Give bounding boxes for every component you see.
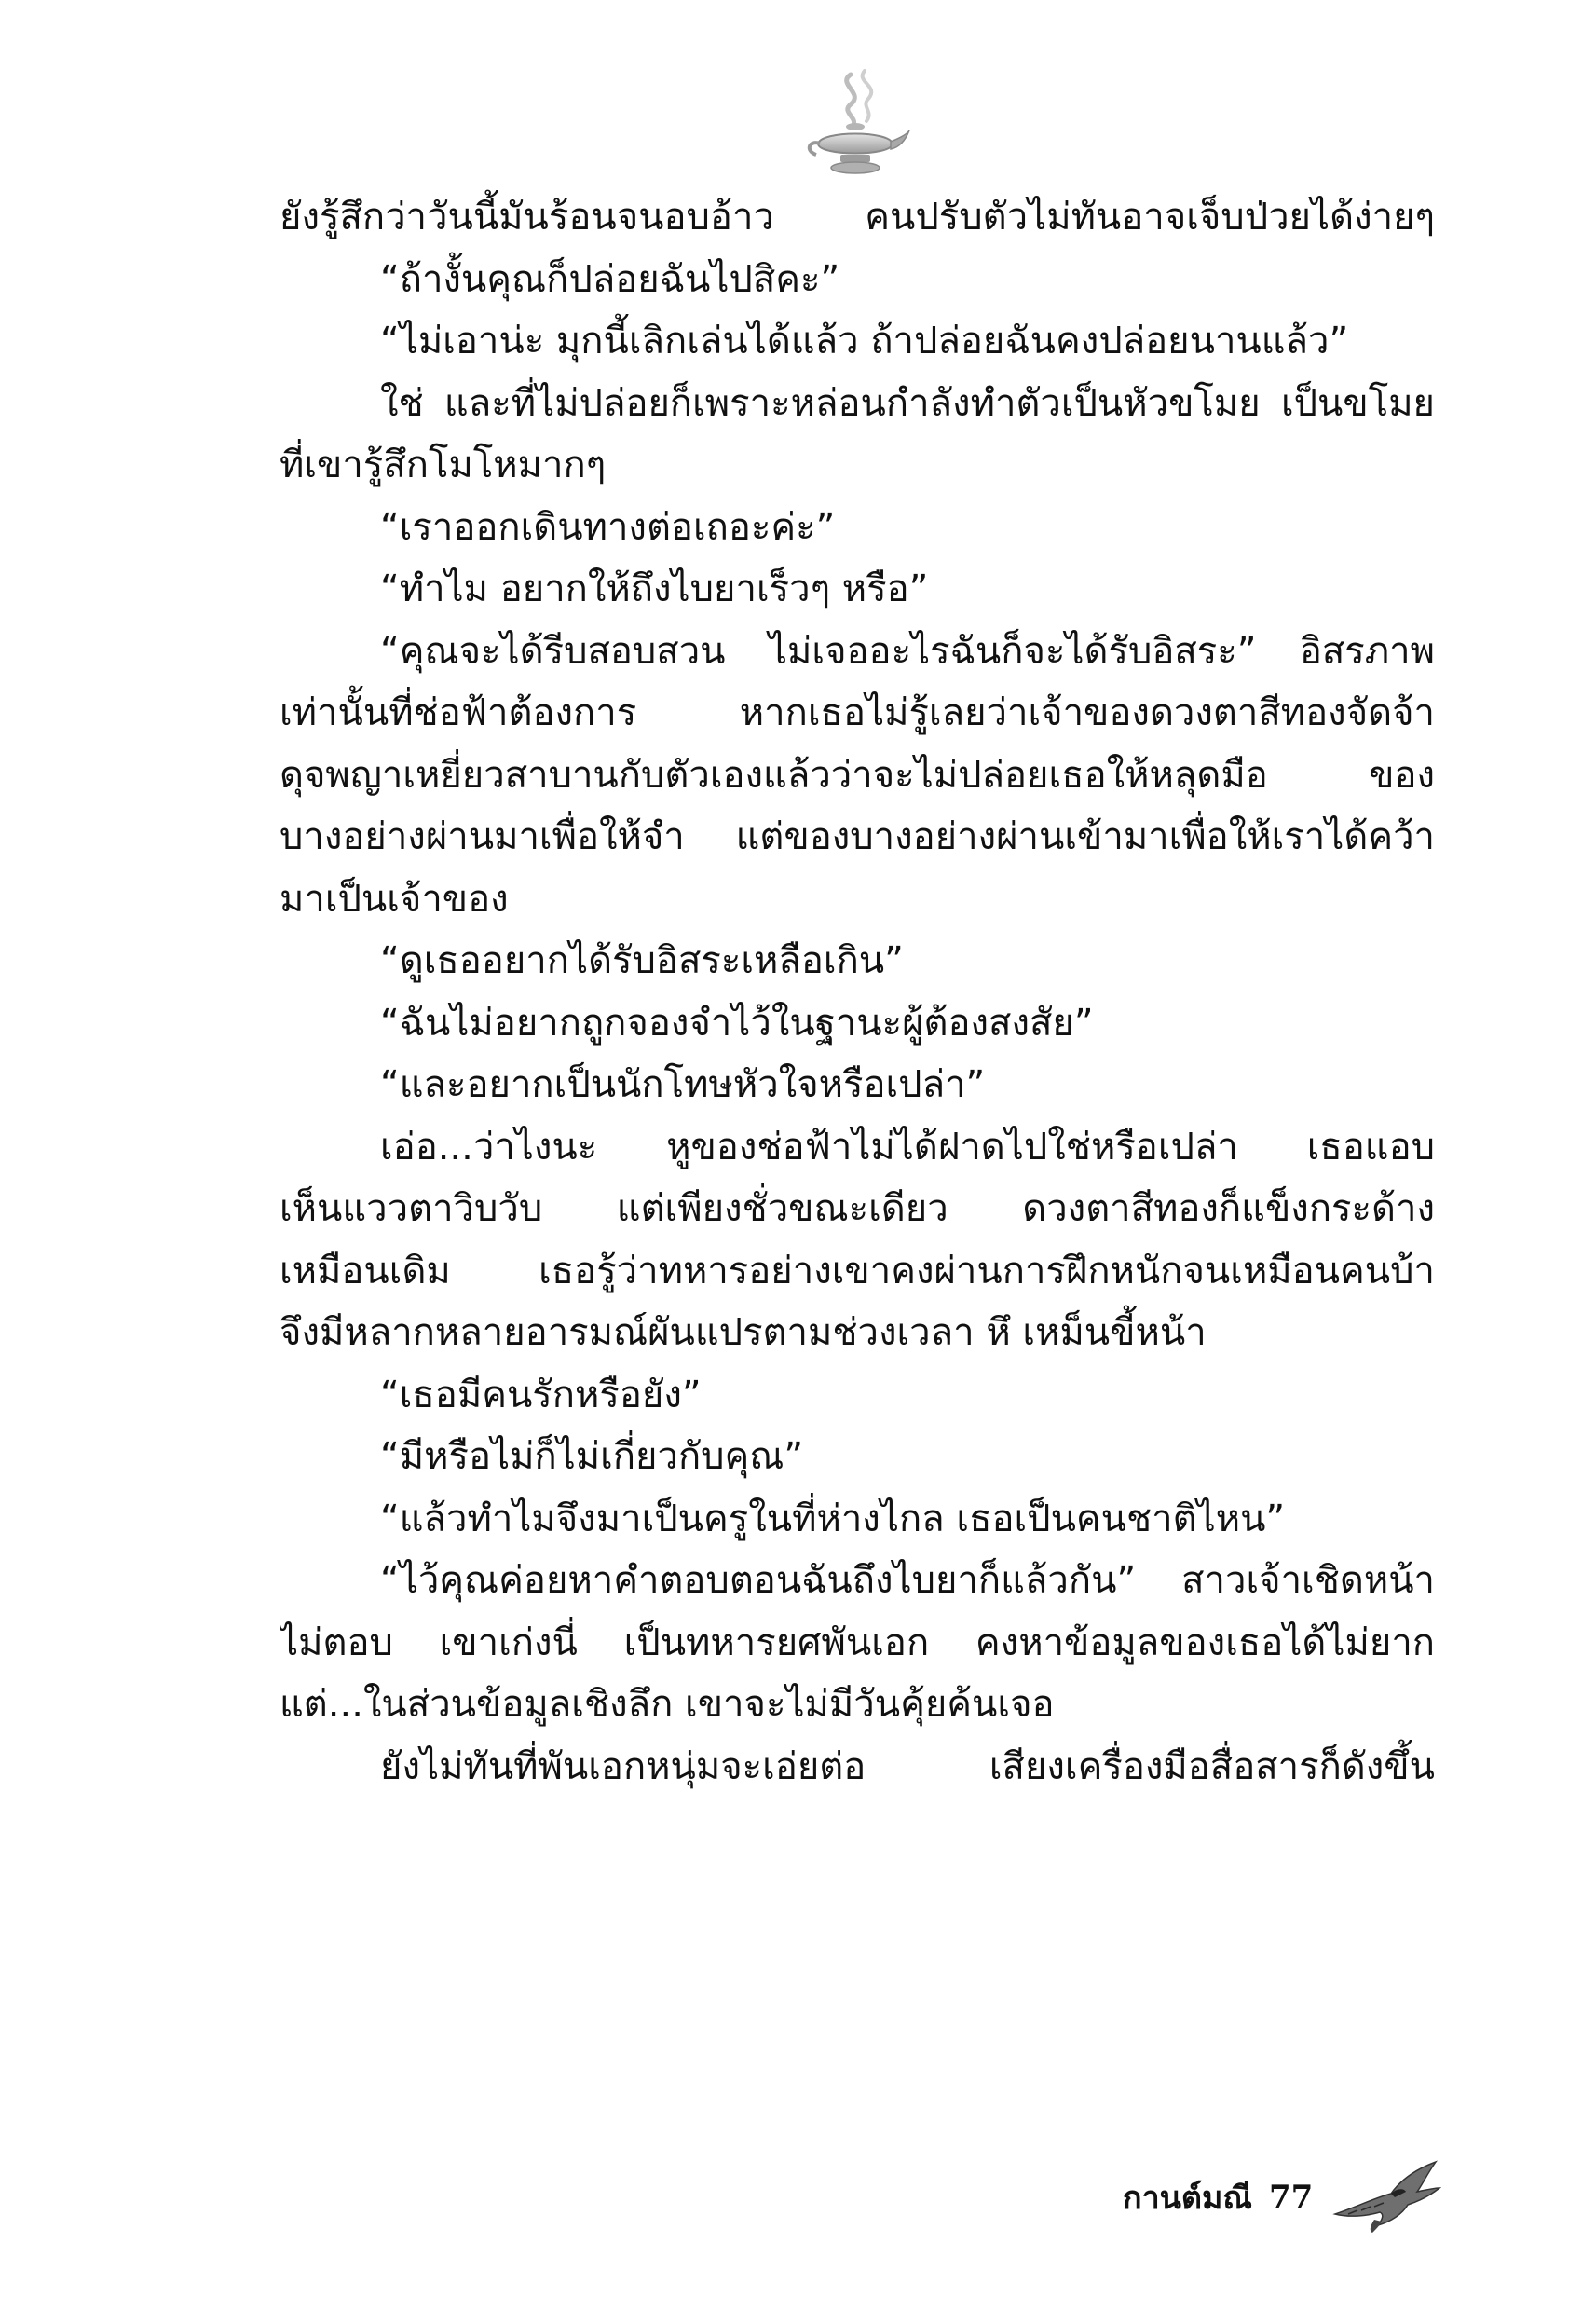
text-line: “เราออกเดินทางต่อเถอะค่ะ” [380,505,836,549]
text-line: “ทำไม อยากให้ถึงไบยาเร็วๆ หรือ” [380,567,929,610]
text-line: “ถ้างั้นคุณก็ปล่อยฉันไปสิคะ” [380,257,840,301]
text-line: บางอย่างผ่านมาเพื่อให้จำ แต่ของบางอย่างผ่านเข้ามาเพื่อให้เราได้คว้า [280,815,1435,858]
text-line: แต่...ในส่วนข้อมูลเชิงลึก เขาจะไม่มีวันคุ้ยค้นเจอ [280,1683,1055,1726]
text-line: “ไว้คุณค่อยหาคำตอบตอนฉันถึงไบยาก็แล้วกัน” สาวเจ้าเชิดหน้า [380,1559,1435,1602]
text-line: “คุณจะได้รีบสอบสวน ไม่เจออะไรฉันก็จะได้รับอิสระ” อิสรภาพ [380,629,1435,673]
text-line: “เธอมีคนรักหรือยัง” [380,1373,702,1416]
text-line: มาเป็นเจ้าของ [280,877,509,921]
text-line: เหมือนเดิม เธอรู้ว่าทหารอย่างเขาคงผ่านการฝึกหนักจนเหมือนคนบ้า [280,1249,1435,1292]
text-line: ยังไม่ทันที่พันเอกหนุ่มจะเอ่ยต่อ เสียงเครื่องมือสื่อสารก็ดังขึ้น [380,1744,1435,1788]
text-line: ที่เขารู้สึกโมโหมากๆ [280,444,607,486]
text-line: ไม่ตอบ เขาเก่งนี่ เป็นทหารยศพันเอก คงหาข้อมูลของเธอได้ไม่ยาก [280,1620,1435,1664]
text-line: “และอยากเป็นนักโทษหัวใจหรือเปล่า” [380,1063,986,1106]
text-line: เห็นแววตาวิบวับ แต่เพียงชั่วขณะเดียว ดวงตาสีทองก็แข็งกระด้าง [280,1187,1435,1230]
page-footer [1123,2160,1441,2235]
text-line: “มีหรือไม่ก็ไม่เกี่ยวกับคุณ” [380,1435,804,1478]
text-line: เอ่อ...ว่าไงนะ หูของช่อฟ้าไม่ได้ฝาดไปใช่หรือเปล่า เธอแอบ [380,1125,1435,1169]
text-line: ยังรู้สึกว่าวันนี้มันร้อนจนอบอ้าว คนปรับตัวไม่ทันอาจเจ็บป่วยได้ง่ายๆ [280,196,1435,239]
eagle-icon [1330,2160,1441,2235]
text-line: เท่านั้นที่ช่อฟ้าต้องการ หากเธอไม่รู้เลยว่าเจ้าของดวงตาสีทองจัดจ้า [280,691,1435,734]
magic-lamp-icon [799,65,911,186]
text-line: “ไม่เอาน่ะ มุกนี้เลิกเล่นได้แล้ว ถ้าปล่อยฉันคงปล่อยนานแล้ว” [380,320,1349,362]
text-line: จึงมีหลากหลายอารมณ์ผันแปรตามช่วงเวลา หึ เหม็นขี้หน้า [280,1311,1207,1354]
text-line: “แล้วทำไมจึงมาเป็นครูในที่ห่างไกล เธอเป็นคนชาติไหน” [380,1497,1286,1540]
text-line: ดุจพญาเหยี่ยวสาบานกับตัวเองแล้วว่าจะไม่ปล่อยเธอให้หลุดมือ ของ [280,753,1435,797]
page-body [280,186,1435,1798]
text-line: “ฉันไม่อยากถูกจองจำไว้ในฐานะผู้ต้องสงสัย” [380,1001,1094,1045]
page-number: 77 [1268,2179,1314,2216]
text-line: “ดูเธออยากได้รับอิสระเหลือเกิน” [380,939,904,982]
book-title: กานต์มณี [1123,2180,1252,2217]
text-line: ใช่ และที่ไม่ปล่อยก็เพราะหล่อนกำลังทำตัวเป็นหัวขโมย เป็นขโมย [380,381,1435,425]
